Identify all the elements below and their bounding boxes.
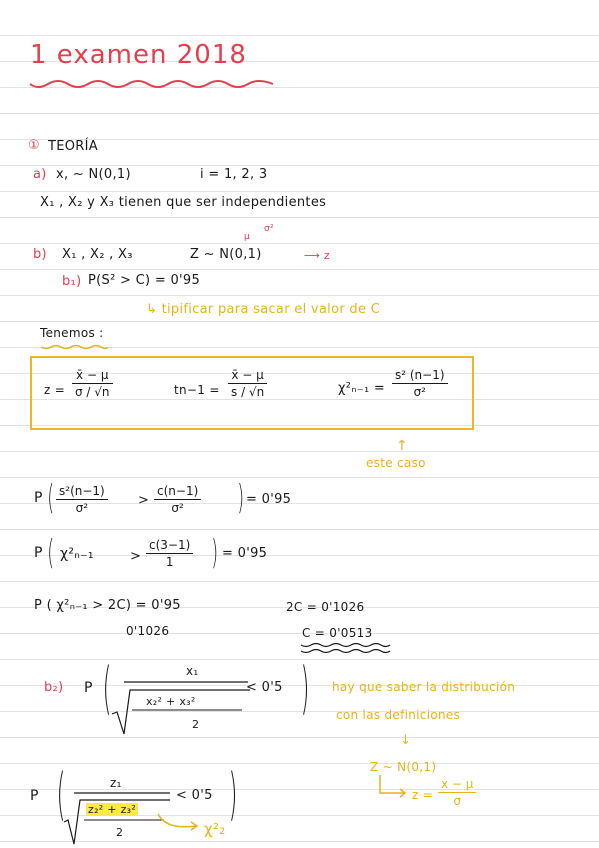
eq4-chi-arrow: [156, 812, 202, 834]
eq4-paren-left: (: [56, 762, 66, 827]
t-den: s / √n: [231, 385, 265, 399]
eq4-inner-den: 2: [116, 826, 124, 839]
eq2-den: 1: [165, 555, 174, 569]
eq3-right2: C = 0'0513: [302, 626, 373, 640]
eq1-num2: c(n−1): [157, 484, 199, 498]
este-caso-label: este caso: [366, 456, 426, 470]
eq1-fraction-left: [56, 483, 108, 516]
part-a-label: a): [33, 167, 47, 182]
sigma2-label: σ²: [264, 224, 274, 234]
chi-lhs: χ²ₙ₋₁ =: [338, 381, 386, 396]
b2-z-formula-den: σ: [453, 794, 462, 808]
tenemos-label: Tenemos :: [40, 326, 104, 340]
chi-den: σ²: [413, 385, 426, 399]
b2-note1: hay que saber la distribución: [332, 680, 516, 694]
z-lhs: z =: [44, 383, 66, 397]
b2-z-formula-fraction: [438, 776, 476, 809]
z-fraction: [72, 367, 113, 400]
b2-z-formula-lhs: z =: [412, 788, 434, 802]
b1-note: ↳ tipificar para sacar el valor de C: [146, 302, 381, 317]
mu-label: μ: [244, 232, 251, 242]
b2-z-formula-num: x − μ: [441, 777, 474, 791]
t-lhs: tn−1 =: [174, 383, 220, 397]
b2-inner-num: x₂² + x₃²: [146, 695, 196, 708]
eq3-right1: 2C = 0'1026: [286, 600, 365, 614]
eq3-right2-underline: [300, 642, 392, 656]
section-number: ①: [28, 138, 40, 153]
title-underline-decoration: [28, 78, 278, 92]
chi-fraction: [392, 367, 448, 400]
eq1-paren-right: ): [237, 478, 245, 518]
z-den: σ / √n: [75, 385, 110, 399]
chi-num: s² (n−1): [395, 368, 445, 382]
eq1-den2: σ²: [171, 501, 184, 515]
b2-arrow-down: ↓: [400, 733, 412, 748]
part-a-line2: X₁ , X₂ y X₃ tienen que ser independientes: [40, 195, 327, 210]
t-fraction: [228, 367, 267, 400]
arrow-z: ⟶ z: [304, 249, 330, 262]
part-a-index: i = 1, 2, 3: [200, 167, 268, 182]
b2-label: b₂): [44, 680, 64, 695]
b2-p: P: [84, 680, 93, 696]
eq2-p: P: [34, 545, 43, 561]
eq2-paren-left: (: [47, 533, 55, 573]
b1-label: b₁): [62, 274, 82, 289]
eq3-under: 0'1026: [126, 624, 170, 638]
eq2-fraction: [146, 537, 193, 570]
eq2-gt: >: [130, 549, 142, 564]
eq4-num: z₁: [110, 776, 122, 790]
z-num: x̄ − μ: [76, 368, 109, 382]
page-title: 1 examen 2018: [30, 40, 247, 70]
eq4-p: P: [30, 788, 39, 804]
eq2-chi: χ²ₙ₋₁: [60, 546, 94, 562]
eq1-rhs: = 0'95: [246, 492, 292, 507]
eq1-p: P: [34, 490, 43, 506]
b2-paren-right: ): [300, 656, 310, 721]
section-label: TEORÍA: [48, 139, 98, 154]
part-b-dist: Z ~ N(0,1): [190, 247, 262, 262]
eq2-num: c(3−1): [149, 538, 191, 552]
t-num: x̄ − μ: [231, 368, 264, 382]
b2-paren-left: (: [102, 656, 112, 721]
eq4-chi-label: χ²₂: [204, 820, 226, 838]
eq4-inner-num: z₂² + z₃²: [88, 803, 137, 816]
eq4-paren-right: ): [228, 762, 238, 827]
b2-inner-den: 2: [192, 718, 200, 731]
part-b-label: b): [33, 247, 47, 262]
b2-hook-arrow: [378, 775, 408, 799]
b2-num: x₁: [186, 664, 199, 678]
eq1-gt: >: [138, 493, 150, 508]
part-b-vars: X₁ , X₂ , X₃: [62, 247, 133, 262]
part-a-line1: x, ~ N(0,1): [56, 167, 131, 182]
eq1-fraction-right: [154, 483, 201, 516]
b1-equation: P(S² > C) = 0'95: [88, 273, 201, 288]
b2-rhs: < 0'5: [246, 680, 283, 695]
b2-z-dist: Z ~ N(0,1): [370, 760, 437, 774]
eq2-rhs: = 0'95: [222, 546, 268, 561]
eq2-paren-right: ): [211, 533, 219, 573]
eq3-lhs: P ( χ²ₙ₋₁ > 2C) = 0'95: [34, 598, 181, 613]
eq1-num1: s²(n−1): [59, 484, 105, 498]
eq4-rhs: < 0'5: [176, 788, 213, 803]
tenemos-underline: [40, 343, 110, 351]
este-caso-arrow: ↑: [396, 438, 409, 454]
b2-note2: con las definiciones: [336, 708, 461, 722]
eq1-paren-left: (: [47, 478, 55, 518]
b2-fraction-structure: [112, 678, 252, 738]
eq1-den1: σ²: [75, 501, 89, 515]
